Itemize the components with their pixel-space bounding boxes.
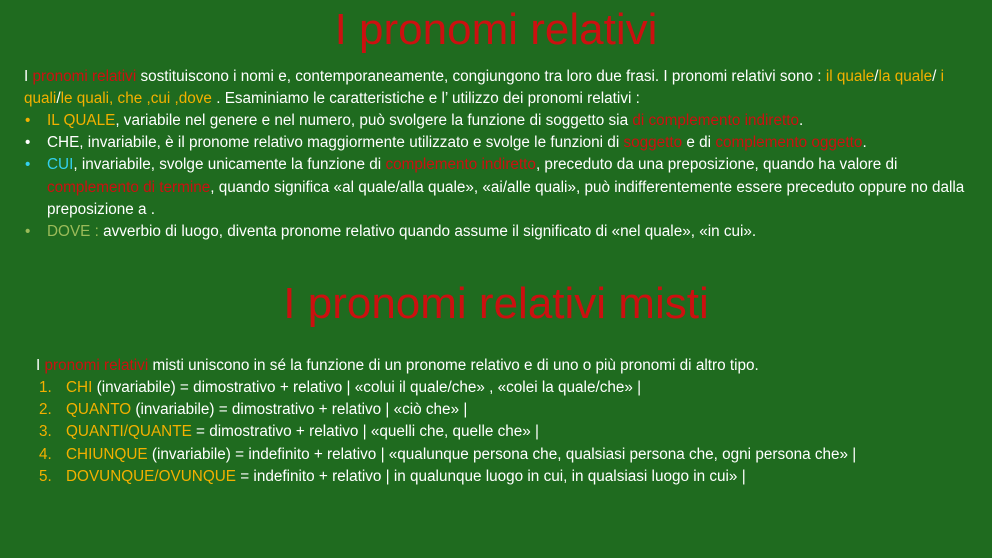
bullet-text: CHE, invariabile, è il pronome relativo maggiormente utilizzato e svolge le funzioni di — [47, 134, 624, 152]
intro-paragraph — [24, 66, 976, 110]
bullet-text: e di — [682, 134, 716, 152]
term-quanto: QUANTO — [66, 401, 132, 419]
term-il-quale: il quale — [825, 68, 875, 85]
term-complemento-indiretto: complemento indiretto — [385, 156, 536, 174]
term-dove: DOVE : — [47, 223, 104, 241]
term-le-quali: le quali, che ,cui ,dove — [60, 90, 212, 108]
list-item — [24, 154, 979, 221]
bullet-list — [24, 110, 979, 243]
intro-text: . Esaminiamo le caratteristiche e l’ utilizzo dei pronomi relativi : — [211, 90, 640, 108]
list-item — [24, 132, 979, 154]
list-item — [36, 421, 976, 443]
term-complemento-di-termine: complemento di termine — [47, 178, 211, 196]
list-item — [24, 221, 979, 243]
term-dovunque-ovunque: DOVUNQUE/OVUNQUE — [66, 467, 236, 485]
bullet-text: , invariabile, svolge unicamente la funzione di — [73, 156, 386, 174]
list-item — [36, 466, 976, 488]
bullet-text: , preceduto da una preposizione, quando ha valore di — [535, 156, 898, 174]
bullet-icon: • — [25, 223, 31, 241]
intro-text: sostituiscono i nomi e, contemporaneamente, congiungono tra loro due frasi. I pronomi relativi sono : — [136, 68, 826, 85]
slide-title: I pronomi relativi — [334, 5, 658, 54]
term-complemento-oggetto: complemento oggetto — [715, 134, 863, 152]
bullet-icon: • — [25, 134, 31, 152]
bullet-text: . — [799, 112, 804, 129]
item-number: 3. — [39, 423, 52, 441]
bullet-text: avverbio di luogo, diventa pronome relativo quando assume il significato di «nel quale», «in cui». — [103, 223, 757, 241]
intro-text: / — [874, 68, 879, 85]
bullet-text: . — [862, 134, 867, 152]
intro-text: misti uniscono in sé la funzione di un pronome relativo e di uno o più pronomi di altro tipo. — [148, 357, 759, 374]
item-number: 1. — [39, 379, 52, 396]
term-soggetto: soggetto — [623, 134, 683, 152]
item-text: = indefinito + relativo | in qualunque luogo in cui, in qualsiasi luogo in cui» | — [235, 467, 746, 485]
item-number: 4. — [39, 445, 52, 463]
term-pronomi-relativi: pronomi relativi — [44, 357, 149, 374]
mixed-intro-paragraph — [36, 355, 976, 377]
term-i-quali: i quali — [24, 68, 945, 108]
item-text: = dimostrativo + relativo | «quelli che, quelle che» | — [191, 423, 540, 441]
bullet-text: , quando significa «al quale/alla quale», «ai/alle quali», può indifferentemente essere preceduto oppure no dalla preposizione a . — [47, 178, 965, 218]
numbered-list — [36, 377, 976, 488]
list-item — [24, 110, 979, 132]
term-pronomi-relativi: pronomi relativi — [32, 68, 137, 85]
intro-text: I — [36, 357, 45, 374]
section-title: I pronomi relativi misti — [283, 279, 709, 328]
intro-text: I — [24, 68, 33, 85]
term-quanti-quante: QUANTI/QUANTE — [66, 423, 192, 441]
item-text: (invariabile) = indefinito + relativo | «qualunque persona che, qualsiasi persona che, ogni persona che» | — [147, 445, 857, 463]
item-text: (invariabile) = dimostrativo + relativo | «ciò che» | — [131, 401, 468, 419]
term-complemento-indiretto: di complemento indiretto — [632, 112, 799, 129]
intro-text: / — [56, 90, 61, 108]
list-item — [36, 444, 976, 466]
list-item — [36, 377, 976, 399]
bullet-text: , variabile nel genere e nel numero, può svolgere la funzione di soggetto sia — [115, 112, 633, 129]
item-text: (invariabile) = dimostrativo + relativo | «colui il quale/che» , «colei la quale/che» | — [92, 379, 642, 396]
term-la-quale: la quale — [878, 68, 933, 85]
term-il-quale: IL QUALE — [47, 112, 116, 129]
intro-text: / — [932, 68, 941, 85]
term-chi: CHI — [66, 379, 93, 396]
term-chiunque: CHIUNQUE — [66, 445, 148, 463]
item-number: 5. — [39, 467, 52, 485]
list-item — [36, 399, 976, 421]
item-number: 2. — [39, 401, 52, 419]
bullet-icon: • — [25, 156, 31, 174]
term-cui: CUI — [47, 156, 74, 174]
bullet-icon: • — [25, 112, 31, 129]
